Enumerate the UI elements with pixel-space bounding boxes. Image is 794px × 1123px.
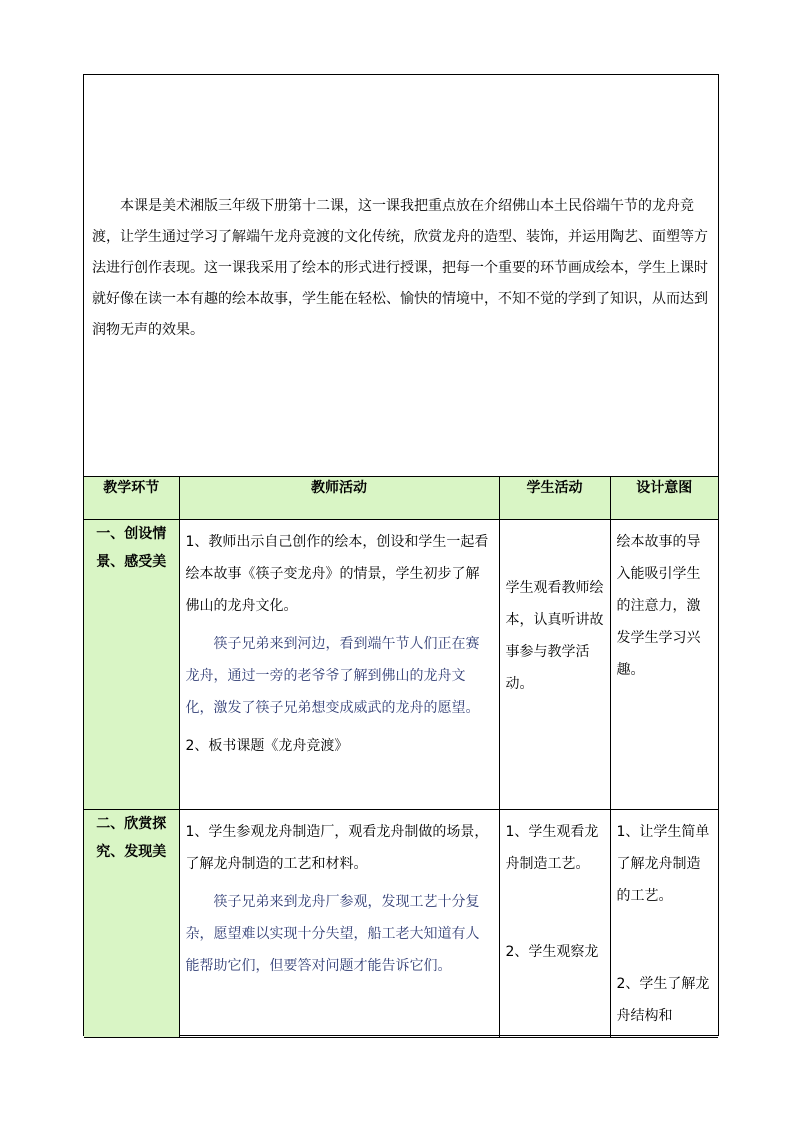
teacher-activity-step-2: 2、板书课题《龙舟竞渡》 (185, 738, 349, 754)
stage-cell-1 (84, 520, 179, 810)
header-design-intent: 设计意图 (610, 477, 718, 520)
teacher-activity-step-1: 1、学生参观龙舟制造厂，观看龙舟制做的场景，了解龙舟制造的工艺和材料。 (185, 824, 489, 872)
student-activity-step-1: 1、学生观看龙舟制造工艺。 (505, 824, 599, 872)
student-activity-cell-2 (499, 810, 610, 1038)
teacher-activity-step-1: 1、教师出示自己创作的绘本，创设和学生一起看绘本故事《筷子变龙舟》的情景，学生初步了解佛山的龙舟文化。 (185, 534, 489, 614)
design-intent-step-1: 1、让学生简单了解龙舟制造的工艺。 (616, 824, 710, 904)
teacher-activity-cell-1 (179, 520, 499, 810)
table-row (84, 520, 718, 810)
stage-label: 二、欣赏探究、发现美 (96, 816, 167, 860)
design-intent-cell-1 (610, 520, 718, 810)
design-intent-text: 绘本故事的导入能吸引学生的注意力，激发学生学习兴趣。 (616, 534, 701, 678)
teacher-activity-story: 筷子兄弟来到龙舟厂参观，发现工艺十分复杂，愿望难以实现十分失望，船工老大知道有人能帮助它们，但要答对问题才能告诉它们。 (185, 894, 480, 974)
header-stage: 教学环节 (84, 477, 179, 520)
student-activity-cell-1 (499, 520, 610, 810)
design-intent-step-2: 2、学生了解龙舟结构和 (616, 976, 710, 1024)
teacher-activity-story: 筷子兄弟来到河边，看到端午节人们正在赛龙舟，通过一旁的老爷爷了解到佛山的龙舟文化，激发了筷子兄弟想变成威武的龙舟的愿望。 (185, 636, 480, 716)
design-intent-cell-2 (610, 810, 718, 1038)
lesson-frame (83, 74, 719, 1036)
student-activity-step-2: 2、学生观察龙 (505, 944, 599, 960)
table-row (84, 810, 718, 1038)
stage-label: 一、创设情景、感受美 (96, 526, 167, 570)
student-activity-text: 学生观看教师绘本，认真听讲故事参与教学活动。 (505, 580, 604, 692)
header-student-activity: 学生活动 (499, 477, 610, 520)
stage-cell-2 (84, 810, 179, 1038)
lesson-intro-text: 本课是美术湘版三年级下册第十二课，这一课我把重点放在介绍佛山本土民俗端午节的龙舟竞渡，让学生通过学习了解端午龙舟竞渡的文化传统，欣赏龙舟的造型、装饰，并运用陶艺、面塑等方法进行创作表现。这一课我采用了绘本的形式进行授课，把每一个重要的环节画成绘本，学生上课时就好像在读一本有趣的绘本故事，学生能在轻松、愉快的情境中，不知不觉的学到了知识，从而达到润物无声的效果。 (92, 198, 708, 338)
lesson-plan-table (84, 477, 718, 1038)
header-teacher-activity: 教师活动 (179, 477, 499, 520)
table-header-row (84, 477, 718, 520)
teacher-activity-cell-2 (179, 810, 499, 1038)
lesson-intro-box (84, 75, 718, 477)
